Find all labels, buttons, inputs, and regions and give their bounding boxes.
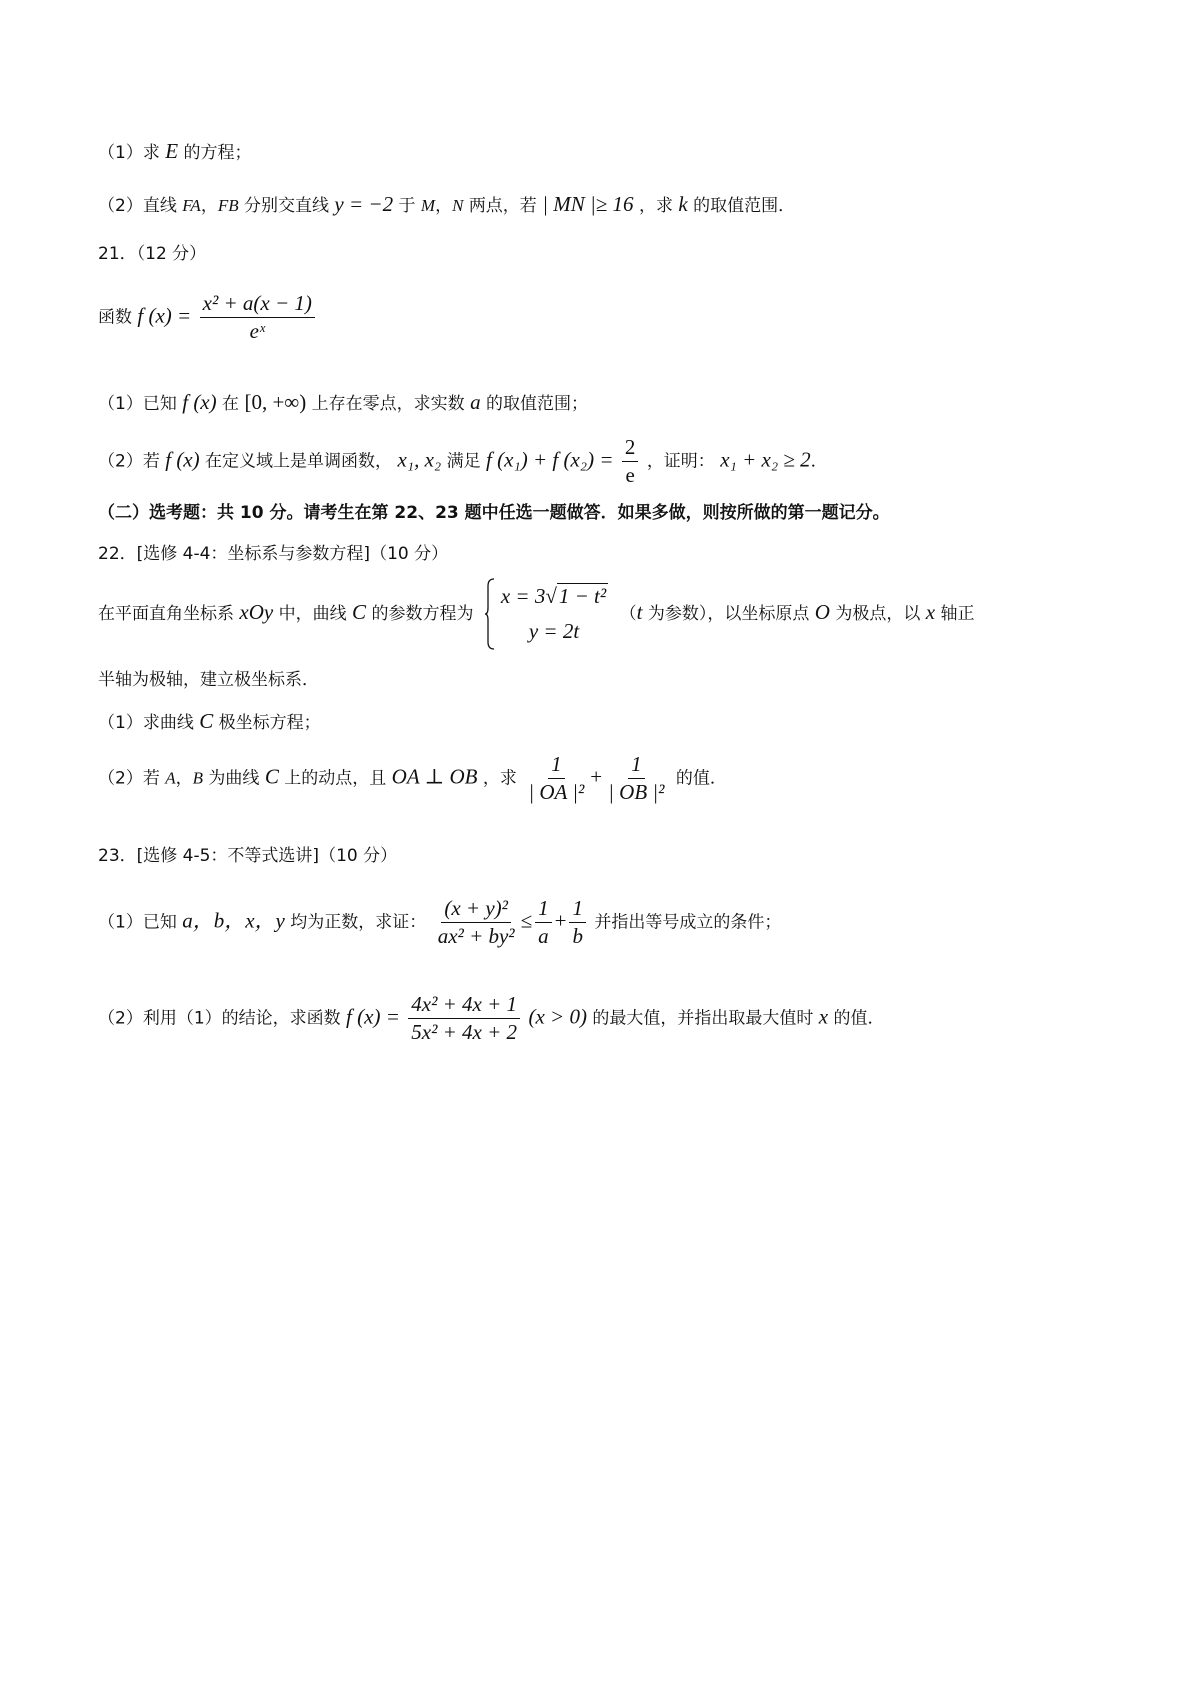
q23-part2-b: 的最大值，并指出取最大值时 xyxy=(592,1008,814,1029)
q22-part2-a: （2）若 xyxy=(98,768,160,789)
q23-part1-c: 并指出等号成立的条件； xyxy=(594,912,782,933)
mn-condition: | MN |≥ 16 xyxy=(542,192,634,216)
var-a: a xyxy=(470,390,481,414)
q20-part2-text-e: ，求 xyxy=(638,196,673,216)
interval: [0, +∞) xyxy=(244,390,307,414)
q20-part2-text-c: 于 xyxy=(398,196,416,216)
claim: x₁ + x₂ ≥ 2 xyxy=(720,447,811,472)
period: ． xyxy=(810,451,828,472)
func-numerator: x² + a(x − 1) xyxy=(200,293,315,318)
q20-part1 xyxy=(98,141,251,162)
origin-o: O xyxy=(814,600,830,624)
q22-intro-continued: 半轴为极轴，建立极坐标系． xyxy=(98,670,319,690)
inv-ob-num: 1 xyxy=(628,754,645,779)
vars-abxy: a，b，x，y xyxy=(182,908,285,933)
curve-c: C xyxy=(352,600,367,624)
one-over-b xyxy=(569,898,586,947)
one-over-a xyxy=(535,898,552,947)
inequality-lhs xyxy=(435,898,518,947)
line-fb: FB xyxy=(217,196,239,215)
parametric-system xyxy=(485,578,608,650)
func-lhs: f (x) = xyxy=(137,303,192,328)
q22-intro-g: 轴正 xyxy=(940,604,975,624)
q22-intro-f: 为极点，以 xyxy=(835,604,921,624)
q22-part2 xyxy=(98,754,727,803)
q20-part2-text-a: （2）直线 xyxy=(98,196,177,216)
curve-c: C xyxy=(264,764,279,789)
perpendicular: OA ⊥ OB xyxy=(391,764,478,789)
rational-den: 5x² + 4x + 2 xyxy=(411,1020,518,1044)
rational-num: 4x² + 4x + 1 xyxy=(408,994,520,1019)
q22-intro-d: （ xyxy=(619,604,637,624)
q23-part2-c: 的值． xyxy=(833,1008,885,1029)
func-fraction xyxy=(200,293,315,342)
rational-function xyxy=(408,994,520,1043)
q21-part2 xyxy=(98,437,828,486)
q22-part1-b: 极坐标方程； xyxy=(218,713,321,733)
inv-ob-den: | OB |² xyxy=(608,780,665,804)
sep: ， xyxy=(175,768,193,789)
plus: + xyxy=(590,764,603,789)
q22-part2-e: ，求 xyxy=(482,768,517,789)
var-x: x xyxy=(818,1004,829,1029)
q22-intro-e: 为参数），以坐标原点 xyxy=(647,604,810,624)
leq: ≤ xyxy=(520,908,533,933)
q22-part2-d: 上的动点，且 xyxy=(284,768,387,789)
q21-function xyxy=(98,293,318,342)
inv-ob-sq xyxy=(605,754,667,803)
q23-part1 xyxy=(98,898,781,947)
q22-part1-a: （1）求曲线 xyxy=(98,713,194,733)
inv-oa-den: | OA |² xyxy=(528,780,585,804)
line-equation: y = −2 xyxy=(334,192,394,216)
var-x: x xyxy=(925,600,936,624)
q22-part2-b: 为曲线 xyxy=(208,768,260,789)
q22-part2-f: 的值． xyxy=(675,768,727,789)
point-b: B xyxy=(192,768,204,788)
q20-part1-tail: 的方程； xyxy=(183,143,252,163)
q20-part2-text-f: 的取值范围． xyxy=(693,196,796,216)
domain-condition: (x > 0) xyxy=(528,1004,587,1029)
ineq-lhs-num: (x + y)² xyxy=(441,898,511,923)
q21-part2-text-b: 在定义域上是单调函数， xyxy=(205,451,393,472)
line-fa: FA xyxy=(182,196,201,215)
point-a: A xyxy=(165,768,176,788)
plus: + xyxy=(554,908,567,933)
q23-part1-a: （1）已知 xyxy=(98,912,177,933)
q22-intro-b: 中，曲线 xyxy=(278,604,347,624)
q23-part1-b: 均为正数，求证： xyxy=(290,912,427,933)
q21-part2-text-c: 满足 xyxy=(446,451,481,472)
fx: f (x) xyxy=(165,447,200,472)
var-e: E xyxy=(165,139,179,163)
q21-intro: 函数 xyxy=(98,307,132,328)
sep: ， xyxy=(435,196,453,216)
q22-header: 22．[选修 4-4：坐标系与参数方程]（10 分） xyxy=(98,544,449,564)
vars-x1-x2: x₁, x₂ xyxy=(397,447,442,472)
q21-part2-text-a: （2）若 xyxy=(98,451,160,472)
param-x-lhs: x = 3 xyxy=(500,584,546,608)
two-over-e-den: e xyxy=(625,463,635,487)
param-x: x = 3√1 − t² xyxy=(500,584,607,608)
q21-part1-text-b: 在 xyxy=(222,394,240,414)
sqrt-radicand: 1 − t² xyxy=(558,584,607,608)
point-m: M xyxy=(420,196,436,215)
q20-part2-text-d: 两点，若 xyxy=(468,196,537,216)
two-over-e xyxy=(622,437,639,486)
q20-part2 xyxy=(98,194,795,215)
q23-part2-a: （2）利用（1）的结论，求函数 xyxy=(98,1008,341,1029)
one-over-b-den: b xyxy=(572,924,583,948)
curve-c: C xyxy=(199,709,214,733)
section-title: （二）选考题：共 10 分。请考生在第 22、23 题中任选一题做答．如果多做，则按所做的第一题记分。 xyxy=(98,503,890,523)
param-y: y = 2t xyxy=(528,619,580,643)
q23-header: 23．[选修 4-5：不等式选讲]（10 分） xyxy=(98,846,398,866)
func-denominator: eˣ xyxy=(249,319,265,343)
inv-oa-num: 1 xyxy=(548,754,565,779)
q21-part2-text-d: ，证明： xyxy=(646,451,715,472)
q22-part1 xyxy=(98,711,321,732)
var-t: t xyxy=(636,600,643,624)
sep: ， xyxy=(200,196,218,216)
q22-intro-c: 的参数方程为 xyxy=(371,604,474,624)
q20-part2-text-b: 分别交直线 xyxy=(244,196,329,216)
q22-intro xyxy=(98,578,974,650)
one-over-b-num: 1 xyxy=(569,898,586,923)
one-over-a-num: 1 xyxy=(535,898,552,923)
q20-part1-text: （1）求 xyxy=(98,143,160,163)
q21-header: 21．（12 分） xyxy=(98,244,207,264)
q21-part1-text-a: （1）已知 xyxy=(98,394,177,414)
inv-oa-sq xyxy=(525,754,587,803)
one-over-a-den: a xyxy=(538,924,549,948)
point-n: N xyxy=(452,196,464,215)
xoy: xOy xyxy=(239,600,274,624)
left-brace-icon xyxy=(485,578,495,650)
two-over-e-num: 2 xyxy=(622,437,639,462)
q23-part2 xyxy=(98,994,884,1043)
q21-part1 xyxy=(98,392,588,413)
var-k: k xyxy=(678,192,688,216)
q21-part1-text-d: 的取值范围； xyxy=(485,394,588,414)
fx: f (x) xyxy=(182,390,217,414)
q21-part1-text-c: 上存在零点，求实数 xyxy=(311,394,465,414)
ineq-lhs-den: ax² + by² xyxy=(437,924,515,948)
sum-equation: f (x₁) + f (x₂) = xyxy=(486,447,614,472)
q22-intro-a: 在平面直角坐标系 xyxy=(98,604,234,624)
fx: f (x) = xyxy=(346,1004,400,1029)
